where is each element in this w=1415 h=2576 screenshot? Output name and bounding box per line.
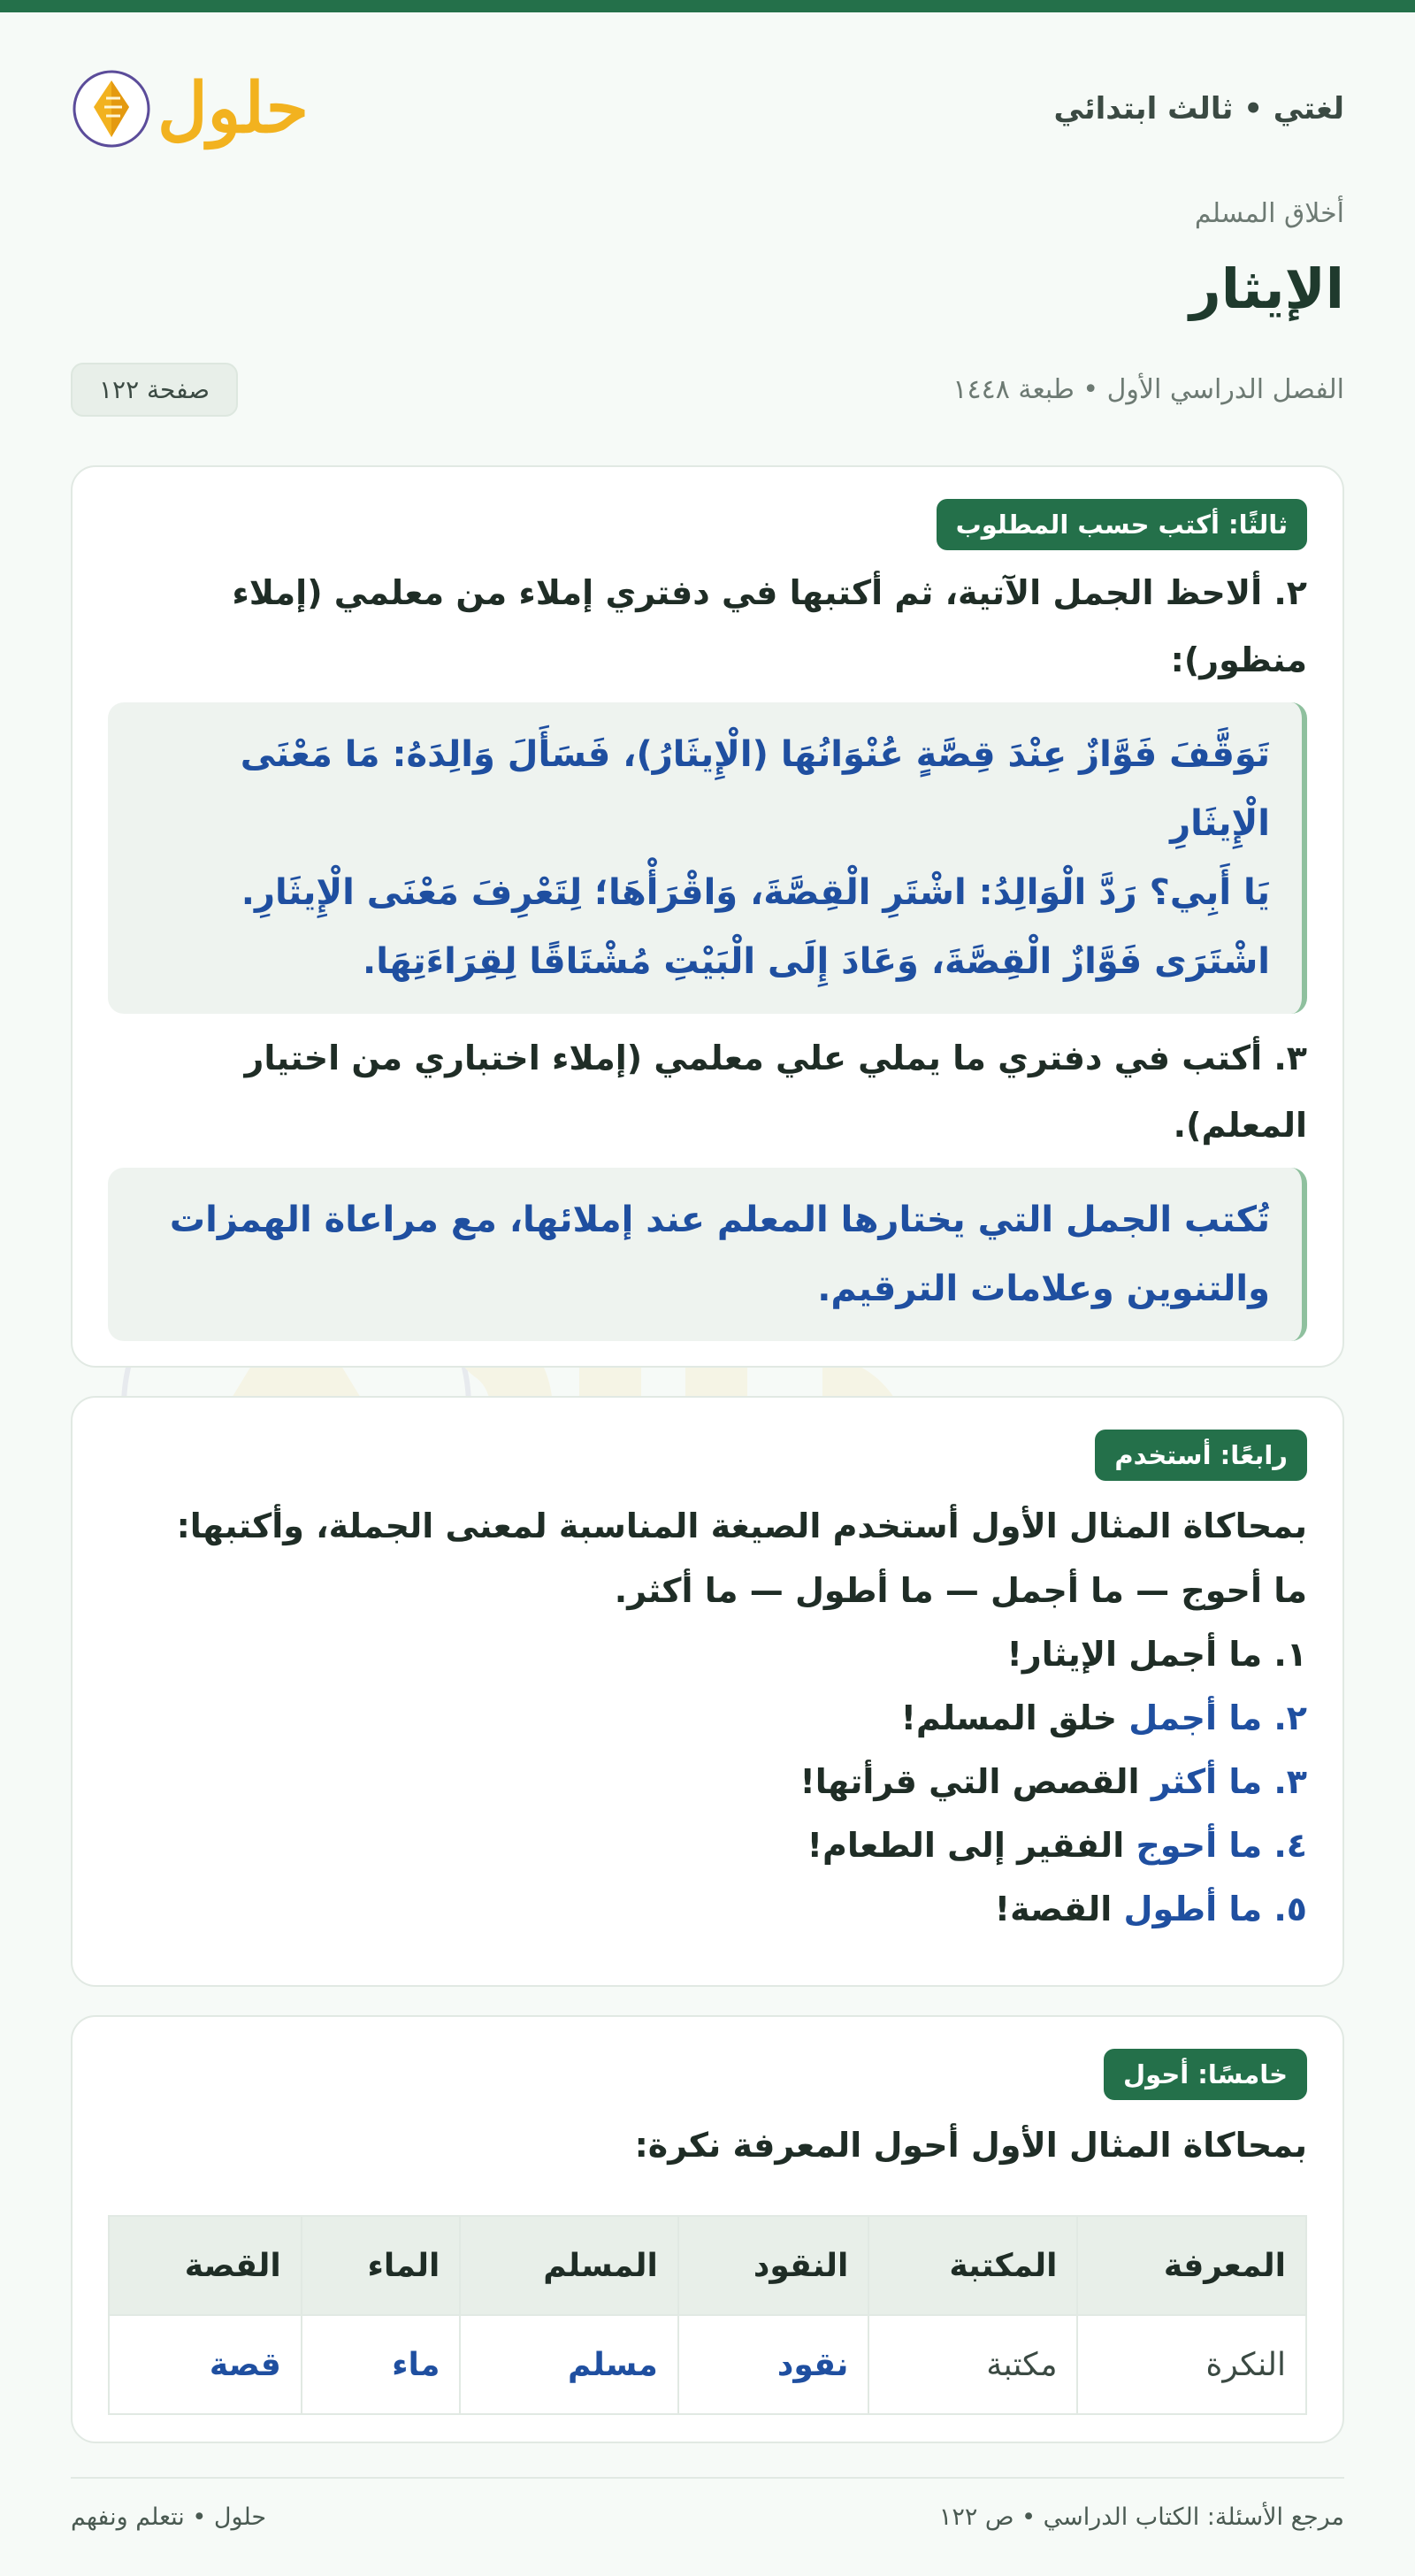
list-item <box>108 1622 1307 1686</box>
item-number: ١. <box>1274 1635 1307 1674</box>
section-tag: خامسًا: أحول <box>1104 2049 1307 2100</box>
page-footer <box>71 2477 1344 2531</box>
item-number: ٢. <box>1274 1698 1307 1737</box>
page-header <box>71 60 1344 157</box>
item-answer: ما أجمل <box>1128 1698 1263 1737</box>
answer-note <box>108 1168 1307 1341</box>
page-number-badge: صفحة ١٢٢ <box>71 363 238 417</box>
table-cell-answer: نقود <box>678 2315 869 2414</box>
note-text: تُكتب الجمل التي يختارها المعلم عند إملائها، مع مراعاة الهمزات والتنوين وعلامات الترقيم. <box>169 1200 1270 1309</box>
edition-label: الفصل الدراسي الأول • طبعة ١٤٤٨ <box>952 374 1344 405</box>
passage-line: يَا أَبِي؟ رَدَّ الْوَالِدُ: اشْتَرِ الْقِصَّةَ، وَاقْرَأْهَا؛ لِتَعْرِفَ مَعْنَى الْإِيثَارِ. <box>241 872 1270 913</box>
table-cell-answer: ماء <box>302 2315 461 2414</box>
logo-wordmark: حلول <box>157 68 310 149</box>
passage-line: اشْتَرَى فَوَّازٌ الْقِصَّةَ، وَعَادَ إِلَى الْبَيْتِ مُشْتَاقًا لِقِرَاءَتِهَا. <box>363 941 1270 982</box>
lesson-title: الإيثار <box>1189 257 1344 321</box>
table-cell-answer: قصة <box>109 2315 302 2414</box>
dictation-passage <box>108 702 1307 1014</box>
item-answer: ما أحوج <box>1136 1826 1263 1865</box>
table-header-cell: النقود <box>678 2216 869 2315</box>
lesson-meta <box>71 363 1344 417</box>
table-header-cell: المكتبة <box>868 2216 1077 2315</box>
section-tag: رابعًا: أستخدم <box>1095 1430 1307 1481</box>
top-accent-bar <box>0 0 1415 12</box>
unit-title: أخلاق المسلم <box>1194 198 1344 229</box>
course-title: لغتي • ثالث ابتدائي <box>1053 91 1344 126</box>
table-cell: مكتبة <box>868 2315 1077 2414</box>
phrase-options: ما أحوج — ما أجمل — ما أطول — ما أكثر. <box>614 1571 1307 1610</box>
footer-source: مرجع الأسئلة: الكتاب الدراسي • ص ١٢٢ <box>938 2503 1344 2531</box>
table-header-cell: المسلم <box>460 2216 677 2315</box>
section-use-card <box>71 1396 1344 1987</box>
section-tag: ثالثًا: أكتب حسب المطلوب <box>937 499 1307 550</box>
item-number: ٤. <box>1274 1826 1307 1865</box>
list-item <box>108 1813 1307 1877</box>
table-header-cell: المعرفة <box>1077 2216 1306 2315</box>
list-item <box>108 1877 1307 1941</box>
section-convert-card <box>71 2015 1344 2443</box>
table-cell: النكرة <box>1077 2315 1306 2414</box>
table-row <box>109 2315 1306 2414</box>
table-header-row <box>109 2216 1306 2315</box>
item-text: الفقير إلى الطعام! <box>807 1826 1125 1865</box>
item-number: ٣. <box>1274 1762 1307 1801</box>
item-text: خلق المسلم! <box>900 1698 1118 1737</box>
item-text: ما أجمل الإيثار! <box>1006 1635 1263 1674</box>
item-text: القصة! <box>994 1890 1113 1928</box>
table-header-cell: القصة <box>109 2216 302 2315</box>
logo-emblem-icon <box>71 68 152 150</box>
question-2: ٢. ألاحظ الجمل الآتية، ثم أكتبها في دفتري إملاء من معلمي (إملاء منظور): <box>232 573 1307 679</box>
table-header-cell: الماء <box>302 2216 461 2315</box>
question-3: ٣. أكتب في دفتري ما يملي علي معلمي (إملاء اختباري من اختيار المعلم). <box>244 1039 1307 1145</box>
item-text: القصص التي قرأتها! <box>799 1762 1140 1801</box>
item-answer: ما أكثر <box>1151 1762 1263 1801</box>
instruction: بمحاكاة المثال الأول أحول المعرفة نكرة: <box>634 2126 1307 2165</box>
table-cell-answer: مسلم <box>460 2315 677 2414</box>
site-logo[interactable] <box>71 68 309 150</box>
item-answer: ما أطول <box>1123 1890 1263 1928</box>
instruction: بمحاكاة المثال الأول أستخدم الصيغة المناسبة لمعنى الجملة، وأكتبها: <box>176 1506 1307 1545</box>
list-item <box>108 1750 1307 1813</box>
footer-brand-link[interactable]: حلول • نتعلم ونفهم <box>71 2503 267 2531</box>
list-item <box>108 1686 1307 1750</box>
section-write-card <box>71 465 1344 1368</box>
definite-indefinite-table <box>108 2215 1307 2415</box>
passage-line: تَوَقَّفَ فَوَّازٌ عِنْدَ قِصَّةٍ عُنْوَانُهَا (الْإِيثَارُ)، فَسَأَلَ وَالِدَهُ: مَا مَعْنَى الْإِيثَارِ <box>240 734 1270 844</box>
item-number: ٥. <box>1274 1890 1307 1928</box>
